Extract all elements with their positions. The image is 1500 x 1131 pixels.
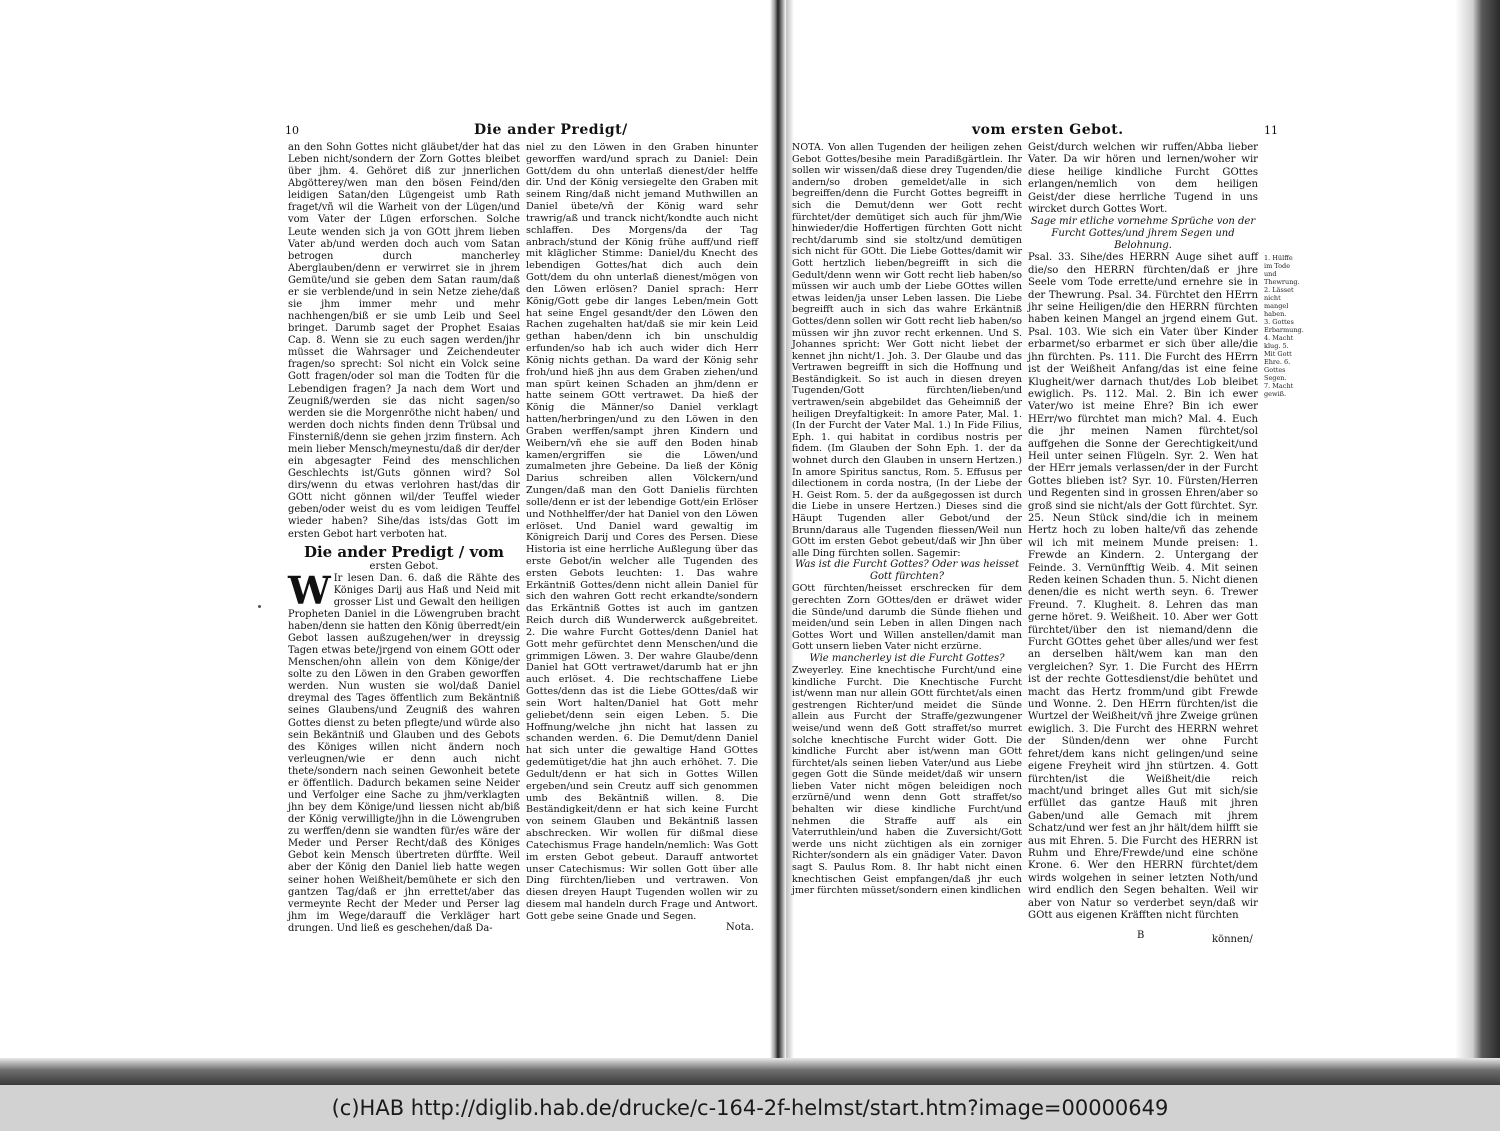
- right-col2-text-b: Psal. 33. Sihe/des HERRN Auge sihet auff die/so den HERRN fürchten/daß er jhre Seele vom Tode errette/und ernehre sie in der Thewrung. Psal. 34. Fürchtet den HErrn jhr seine Heiligen/die den HERRN fürchten haben keinen Mangel an jrgend einem Gut. Psal. 103. Wie sich ein Vater über Kinder erbarmet/so erbarmet er sich über alle/die jhn fürchten. Ps. 111. Die Furcht des HErrn ist der Weißheit Anfang/das ist eine feine Klugheit/wer darnach thut/des Lob bleibet ewiglich. Ps. 112. Mal. 2. Bin ich ewer Vater/wo ist meine Ehre? Bin ich ewer HErr/wo fürchtet man mich? Mal. 4. Euch die jhr meinen Namen fürchtet/sol auffgehen die Sonne der Gerechtigkeit/und Heil unter seinen Flügeln. Syr. 2. Wen hat der HErr jemals verlassen/der in der Furcht Gottes blieben ist? Syr. 10. Fürsten/Herren und Regenten sind in grossen Ehren/aber so groß sind sie nicht/als der Gott fürchtet. Syr. 25. Neun Stück sind/die ich in meinem Hertz hoch zu loben halte/vñ das zehende wil ich mit meinem Munde preisen: 1. Frewde an Kindern. 2. Untergang der Feinde. 3. Vernünfftig Weib. 4. Mit seinen Reden keinen Schaden thun. 5. Nicht dienen denen/die es nicht werth seyn. 6. Trewer Freund. 7. Klugheit. 8. Lehren das man gerne höret. 9. Weißheit. 10. Aber wer Gott fürchtet/über den ist niemand/denn die Furcht GOttes gehet über alles/und wer fest an derselben hält/wem kan man den vergleichen? Syr. 1. Die Furcht des HErrn ist der rechte Gottesdienst/die behütet und macht das Hertz fromm/und gibt Frewde und Wonne. 2. Den HErrn fürchten/ist die Wurtzel der Weißheit/vñ jhre Zweige grünen ewiglich. 3. Die Furcht des HERRN wehret der Sünden/denn wer ohne Furcht fehret/dem kans nicht gelingen/und seine eigene Freyheit wird jhn stürtzen. 4. Gott fürchten/ist die Weißheit/die reich macht/und bringet alles Gut mit sich/sie erfüllet das gantze Hauß mit jhren Gaben/und alle Gemach mit jhrem Schatz/und wer fest an jhr hält/dem hilfft sie aus mit Ehren. 5. Die Furcht des HERRN ist Ruhm und Ehre/Frewde/und eine schöne Krone. 6. Wer den HERRN fürchtet/dem wirds wolgehen in seiner letzten Noth/und wird endlich den Segen behalten. Weil wir aber von Natur so verderbet seyn/daß wir GOtt aus eigenen Kräfften nicht fürchten: [1028, 252, 1258, 921]
- left-catchword: Nota.: [726, 922, 754, 933]
- left-running-title: Die ander Predigt/: [474, 122, 628, 138]
- right-col1-text-a: NOTA. Von allen Tugenden der heiligen zehen Gebot Gottes/besihe mein Paradißgärtlein. Ihr sollen wir wissen/daß diese drey Tugenden/die andern/so droben gemeldet/alle in sich begreiffen/denn die Furcht Gottes begreifft in sich die Demut/denn wer Gott recht fürchtet/der demütiget sich auch für jhm/Wie hinwieder/die Hoffertigen fürchten Gott nicht recht/darumb sind sie stoltz/und demütigen sich nicht für GOtt. Die Liebe Gottes/damit wir Gott hertzlich lieben/begreifft in sich die Gedult/denn wenn wir Gott recht lieb haben/so müssen wir auch umb der Liebe GOttes willen etwas leiden/ja unser Leben lassen. Die Liebe begreifft auch in sich das wahre Erkäntniß Gottes/denn sollen wir Gott recht lieb haben/so müssen wir jhn zuvor recht erkennen. Und S. Johannes spricht: Wer Gott nicht liebet der kennet jhn nicht/1. Joh. 3. Der Glaube und das Vertrawen begreifft in sich die Hoffnung und Beständigkeit. So ist auch in diesen dreyen Tugenden/Gott fürchten/lieben/und vertrawen/sein abgebildet das Geheimniß der heiligen Dreyfaltigkeit: In amore Pater, Mal. 1. (In der Furcht der Vater Mal. 1.) In Fide Filius, Eph. 1. qui habitat in cordibus nostris per fidem. (Im Glauben der Sohn Eph. 1. der da wohnet durch den Glauben in unsern Hertzen.) In amore Spiritus sanctus, Rom. 5. Effusus per dilectionem in corda nostra, (In der Liebe der H. Geist Rom. 5. der da außgegossen ist durch die Liebe in unsere Hertzen.) Dieses sind die Häupt Tugenden aller Gebot/und der Brunn/daraus alle Tugenden fliessen/Weil nun GOtt im ersten Gebot gebeut/daß wir Jhn über alle Ding fürchten sollen. Sagemir:: [792, 142, 1022, 559]
- right-column-1: [792, 142, 1022, 897]
- right-col1-text-b: GOtt fürchten/heisset erschrecken für dem gerechten Zorn GOttes/den er dräwet wider die Sünde/und darumb die Sünde fliehen und meiden/und sein Leben in allen Dingen nach Gottes Wort und Willen anstellen/damit man Gott unsern lieben Vater nicht erzürne.: [792, 583, 1022, 653]
- left-col2-text: niel zu den Löwen in den Graben hinunter geworffen ward/und sprach zu Daniel: Dein Gott/dem du ohn unterlaß dienest/der helffe dir. Und der König versiegelte den Graben mit seinem Ring/daß nicht jemand Muthwillen an Daniel übete/vñ der König ward sehr trawrig/aß und tranck nicht/kondte auch nicht schlaffen. Des Morgens/da der Tag anbrach/stund der König frühe auff/und rieff mit kläglicher Stimme: Daniel/du Knecht des lebendigen Gottes/hat dich auch dein Gott/dem du ohn unterlaß dienest/mögen von den Löwen erlösen? Daniel sprach: Herr König/Gott gebe dir langes Leben/mein Gott hat seine Engel gesandt/der den Löwen den Rachen zugehalten hat/daß sie mir kein Leid gethan haben/denn ich bin unschuldig erfunden/so hab ich auch wider dich Herr König nichts gethan. Da ward der König sehr froh/und hieß jhn aus dem Graben ziehen/und man spürt keinen Schaden an jhm/denn er hatte seinem GOtt vertrawet. Da hieß der König die Männer/so Daniel verklagt hatten/herbringen/und zu den Löwen in den Graben werffen/sampt jhren Kindern und Weibern/vñ ehe sie auff den Boden hinab kamen/ergriffen sie die Löwen/und zumalmeten jhre Gebeine. Da ließ der König Darius schreiben allen Völckern/und Zungen/daß man den Gott Danielis fürchten solle/denn er ist der lebendige Gott/ein Erlöser und Nothhelffer/der hat Daniel von den Löwen erlöset. Und Daniel ward gewaltig im Königreich Darij und Cores des Persen. Diese Historia ist eine herrliche Außlegung über das erste Gebot/in welcher alle Tugenden des ersten Gebots leuchten: 1. Das wahre Erkäntniß Gottes/denn nicht allein Daniel für sich den wahren Gott recht erkandte/sondern das Erkäntniß Gottes ist auch im gantzen Reich durch diß Wunderwerck außgebreitet. 2. Die wahre Furcht Gottes/denn Daniel hat Gott mehr gefürchtet denn Menschen/und die grimmigen Löwen. 3. Der wahre Glaube/denn Daniel hat GOtt vertrawet/darumb hat er jhn auch erlöset. 4. Die rechtschaffene Liebe Gottes/denn das ist die Liebe GOttes/daß wir sein Wort halten/Daniel hat Gott mehr geliebet/denn sein eigen Leben. 5. Die Hoffnung/welche jhn nicht hat lassen zu schanden werden. 6. Die Demut/denn Daniel hat sich unter die gewaltige Hand GOttes gedemütiget/die hat jhn auch erhöhet. 7. Die Gedult/denn er hat sich in Gottes Willen ergeben/und sein Creutz auff sich genommen umb des Bekäntniß willen. 8. Die Beständigkeit/denn er hat sich keine Furcht von seinem Glauben und Bekäntniß lassen abschrecken. Wir wollen für dißmal diese Catechismus Frage handeln/nemlich: Was Gott im ersten Gebot gebeut. Darauff antwortet unser Catechismus: Wir sollen Gott über alle Ding fürchten/lieben und vertrawen. Von diesen dreyen Haupt Tugenden wollen wir zu diesem mal handeln durch Frage und Antwort. Gott gebe seine Gnade und Segen.: [526, 142, 758, 922]
- copyright-caption: (c)HAB http://diglib.hab.de/drucke/c-164-2f-helmst/start.htm?image=00000649: [0, 1085, 1500, 1131]
- margin-notes: 1. Hülffe im Tode und Thewrung. 2. Lässet nicht mangel haben. 3. Gottes Erbarmung. 4. Macht klug. 5. Mit Gott Ehre. 6. Gottes Segen. 7. Macht gewiß.: [1264, 254, 1304, 398]
- left-column-1: [288, 142, 520, 935]
- book-gutter: [770, 0, 786, 1070]
- question-fear-of-god: Was ist die Furcht Gottes? Oder was heisset Gott fürchten?: [794, 559, 1019, 583]
- right-running-head: [792, 122, 1278, 140]
- signature-mark: B: [1137, 930, 1145, 941]
- right-col2-heading: Sage mir etliche vornehme Sprüche von der Furcht Gottes/und jhrem Segen und Belohnung.: [1030, 216, 1256, 252]
- question-kinds-of-fear: Wie mancherley ist die Furcht Gottes?: [809, 652, 1005, 664]
- right-col2-text-a: Geist/durch welchen wir ruffen/Abba lieber Vater. Da wir hören und lernen/woher wir diese heilige kindliche Furcht GOttes erlangen/nemlich von dem heiligen Geist/der diese herrliche Tugend in uns wircket durch Gottes Wort.: [1028, 142, 1258, 216]
- left-column-2: [526, 142, 758, 923]
- left-running-head: [285, 122, 758, 140]
- left-page-number: 10: [285, 124, 299, 137]
- sermon-heading: Die ander Predigt / vom: [303, 542, 505, 561]
- scan-edge-light: [1455, 0, 1473, 1085]
- left-col1-text-top: an den Sohn Gottes nicht gläubet/der hat das Leben nicht/sondern der Zorn Gottes bleibet über jhm. 4. Gehöret diß zur jnnerlichen Abgötterey/wen man den bösen Feind/den leidigen Satan/den Lügengeist umb Rath fraget/vñ wil die Warheit von der Lügen/und vom Vater der Lügen erforschen. Solche Leute wenden sich ja von GOtt jhrem lieben Vater ab/und werden doch auch vom Satan betrogen durch mancherley Aberglauben/denn er verwirret sie in jhrem Gemüte/und sie geben dem Satan raum/daß er sie verblende/und in sein Netze ziehe/daß sie jhm immer mehr und mehr nachhengen/biß er sie umb Leib und Seel bringet. Darumb saget der Prophet Esaias Cap. 8. Wenn sie zu euch sagen werden/jhr müsset die Wahrsager und Zeichendeuter fragen/so sprecht: Sol nicht ein Volck seine Gott fragen/oder sol man die Todten für die Lebendigen fragen? Ja nach dem Wort und Zeugniß/werden sie das nicht sagen/so werden sie die Morgenröthe nicht haben/ und werden doch nichts finden denn Trübsal und Finsterniß/denn sie gehen jrzim finstern. Ach mein lieber Mensch/meynestu/daß dir der/der ein abgesagter Feind des menschlichen Geschlechts ist/Guts gönnen wird? Sol dirs/wenn du etwas verlohren hast/das dir GOtt nicht gönnen wil/der Teuffel wieder geben/oder weist du es vom leidigen Teuffel wieder haben? Sihe/das ists/das Gott im ersten Gebot hart verboten hat.: [288, 142, 520, 540]
- right-catchword: können/: [1212, 934, 1253, 945]
- right-running-title: vom ersten Gebot.: [972, 122, 1124, 138]
- left-col1-text-bottom: [288, 567, 520, 935]
- right-page-number: 11: [1264, 124, 1278, 137]
- left-col1-body: Ir lesen Dan. 6. daß die Rähte des Königes Darij aus Haß und Neid mit grosser List und Gewalt den heiligen Propheten Daniel in die Löwengruben bracht haben/denn sie hatten den König überredt/ein Gebot lassen außzugehen/wer in dreyssig Tagen etwas bete/jrgend von einem GOtt oder Menschen/ohn allein von dem Könige/der solte zu den Löwen in den Graben geworffen werden. Nun wusten sie wol/daß Daniel dreymal des Tages öffentlich zum Bekäntniß seines Glaubens/und Zeugniß des wahren Gottes dienst zu beten pflegte/und würde also sein Bekäntniß und Glauben und des Gebots des Königes willen nicht ändern noch verleugnen/wie er denn auch nicht thete/sondern nach seinen Gewonheit betete er öffentlich. Dadurch bekamen seine Neider und Verfolger eine Sache zu jhm/verklagten jhn bey dem Könige/und liessen nicht ab/biß der König verwilligte/jhn in die Löwengruben zu werffen/denn sie wandten für/es wäre der Meder und Perser Recht/daß des Königes Gebot kein Mensch übertreten dürffte. Weil aber der König den Daniel lieb hatte wegen seiner hohen Weißheit/bemühete er sich den gantzen Tag/daß er jhn errettet/aber das vermeynte Recht der Meder und Perser lag jhm im Wege/darauff die Verkläger hart drungen. Und ließ es geschehen/daß Da-: [288, 572, 520, 934]
- scan-edge-dark: [1472, 0, 1500, 1085]
- drop-cap: W: [288, 567, 331, 613]
- scan-bottom-band: [0, 1058, 1500, 1085]
- right-col1-text-c: Zweyerley. Eine knechtische Furcht/und eine kindliche Furcht. Die Knechtische Furcht ist/wenn man nur allein GOtt fürchtet/als einen gestrengen Richter/und meidet die Sünde allein aus Furcht der Straffe/gezwungener weise/und wenn deß Gott straffet/so murret solche knechtische Furcht wider Gott. Die kindliche Furcht aber ist/wenn man GOtt fürchtet/als seinen lieben Vater/und aus Liebe gegen Gott die Sünde meidet/daß wir unsern lieben Vater nicht mögen beleidigen noch erzürnë/und wenn denn Gott straffet/so behalten wir diese kindliche Furcht/und nehmen die Straffe auff als ein Vaterruthlein/und haben die Zuversicht/Gott werde uns nicht züchtigen als ein zorniger Richter/sondern als ein gnädiger Vater. Davon sagt S. Paulus Rom. 8. Ihr habt nicht einen knechtischen Geist empfangen/daß jhr euch jmer fürchten müsset/sondern einen kindlichen: [792, 664, 1022, 897]
- right-column-2: [1028, 142, 1258, 922]
- sermon-subheading: ersten Gebot.: [369, 560, 439, 572]
- scan-speck: [258, 605, 261, 608]
